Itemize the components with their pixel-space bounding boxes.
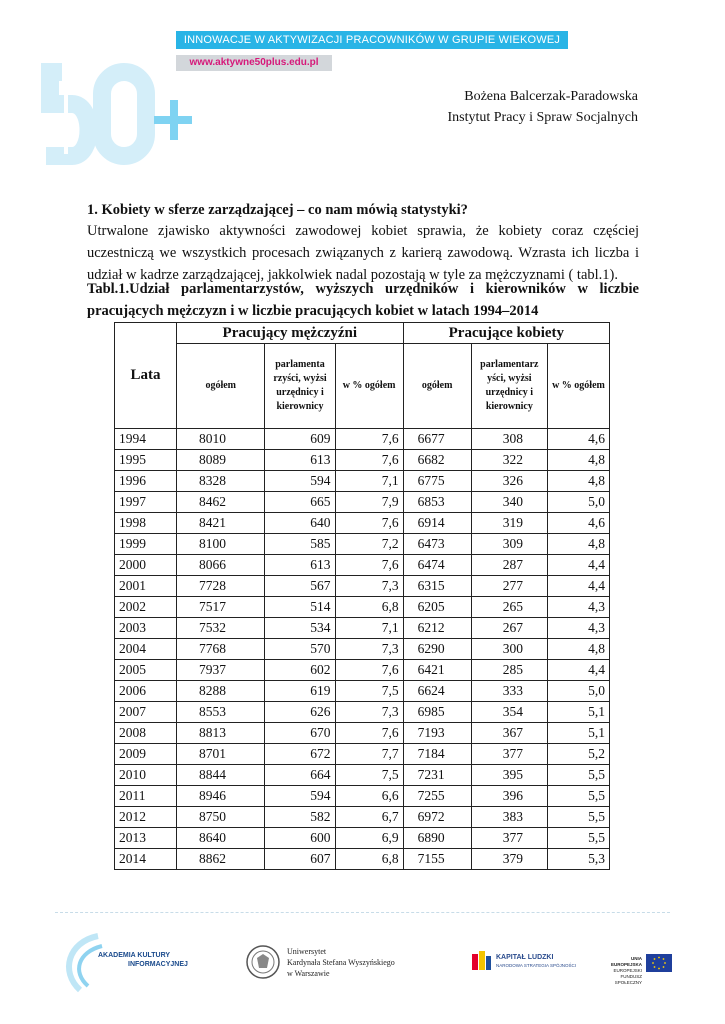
table-row	[115, 702, 610, 723]
cell-women-percent: 5,3	[547, 849, 609, 870]
table-row	[115, 849, 610, 870]
cell-year: 2011	[115, 786, 177, 807]
cell-women-total: 6421	[403, 660, 471, 681]
cell-women-total: 7231	[403, 765, 471, 786]
cell-men-percent: 7,6	[335, 723, 403, 744]
cell-women-total: 6775	[403, 471, 471, 492]
cell-women-percent: 5,1	[547, 723, 609, 744]
cell-women-total: 6212	[403, 618, 471, 639]
footer-separator	[55, 912, 670, 913]
cell-women-total: 7193	[403, 723, 471, 744]
table-row	[115, 660, 610, 681]
cell-women-percent: 5,2	[547, 744, 609, 765]
cell-year: 1999	[115, 534, 177, 555]
cell-men-managers: 514	[265, 597, 335, 618]
eu-flag-icon	[646, 954, 672, 972]
cell-men-total: 8862	[177, 849, 265, 870]
cell-men-managers: 613	[265, 555, 335, 576]
website-url[interactable]: www.aktywne50plus.edu.pl	[176, 55, 332, 71]
cell-year: 2003	[115, 618, 177, 639]
cell-women-total: 6315	[403, 576, 471, 597]
cell-men-managers: 585	[265, 534, 335, 555]
cell-women-percent: 4,4	[547, 576, 609, 597]
table-row	[115, 492, 610, 513]
cell-women-percent: 5,0	[547, 681, 609, 702]
cell-men-total: 7768	[177, 639, 265, 660]
cell-women-percent: 4,8	[547, 471, 609, 492]
cell-women-total: 6853	[403, 492, 471, 513]
cell-year: 2010	[115, 765, 177, 786]
cell-men-total: 8844	[177, 765, 265, 786]
subheader-men-managers: parlamenta rzyści, wyżsi urzędnicy i kierownicy	[265, 344, 335, 429]
cell-women-percent: 4,8	[547, 534, 609, 555]
table-row	[115, 786, 610, 807]
header-men: Pracujący mężczyźni	[177, 323, 404, 344]
cell-men-managers: 594	[265, 786, 335, 807]
cell-women-managers: 277	[471, 576, 547, 597]
cell-men-managers: 607	[265, 849, 335, 870]
cell-women-total: 6890	[403, 828, 471, 849]
cell-men-percent: 7,6	[335, 450, 403, 471]
cell-men-percent: 6,8	[335, 849, 403, 870]
table-row	[115, 765, 610, 786]
table-caption: Tabl.1.Udział parlamentarzystów, wyższych urzędników i kierowników w liczbie pracujących mężczyzn i w liczbie pracujących kobiet w latach 1994–2014	[87, 281, 639, 319]
cell-women-total: 6677	[403, 429, 471, 450]
cell-year: 2009	[115, 744, 177, 765]
akademia-line1: AKADEMIA KULTURY	[98, 952, 171, 959]
cell-men-managers: 582	[265, 807, 335, 828]
cell-men-percent: 7,6	[335, 660, 403, 681]
cell-women-managers: 396	[471, 786, 547, 807]
cell-year: 1998	[115, 513, 177, 534]
cell-year: 2004	[115, 639, 177, 660]
cell-women-total: 6205	[403, 597, 471, 618]
cell-men-percent: 7,6	[335, 555, 403, 576]
ue-line2: EUROPEJSKI FUNDUSZ	[613, 968, 642, 979]
cell-men-total: 8813	[177, 723, 265, 744]
cell-men-total: 7937	[177, 660, 265, 681]
table-row	[115, 471, 610, 492]
cell-men-total: 7532	[177, 618, 265, 639]
cell-men-percent: 6,8	[335, 597, 403, 618]
cell-men-percent: 7,5	[335, 681, 403, 702]
cell-women-managers: 308	[471, 429, 547, 450]
cell-women-percent: 5,5	[547, 765, 609, 786]
cell-men-managers: 570	[265, 639, 335, 660]
cell-men-managers: 600	[265, 828, 335, 849]
university-seal-icon	[245, 944, 281, 980]
cell-men-total: 8701	[177, 744, 265, 765]
table-body	[115, 429, 610, 870]
cell-men-percent: 7,6	[335, 513, 403, 534]
cell-men-total: 8750	[177, 807, 265, 828]
cell-women-percent: 5,5	[547, 786, 609, 807]
cell-women-percent: 5,5	[547, 807, 609, 828]
university-logo	[245, 944, 415, 984]
subheader-women-total: ogółem	[403, 344, 471, 429]
cell-women-total: 6624	[403, 681, 471, 702]
table-row	[115, 807, 610, 828]
cell-men-total: 8089	[177, 450, 265, 471]
cell-men-percent: 7,6	[335, 429, 403, 450]
cell-men-total: 8421	[177, 513, 265, 534]
cell-men-total: 7728	[177, 576, 265, 597]
kapital-ludzki-logo	[470, 950, 580, 976]
cell-men-managers: 594	[265, 471, 335, 492]
table-row	[115, 744, 610, 765]
table-row	[115, 639, 610, 660]
cell-women-total: 6914	[403, 513, 471, 534]
cell-women-total: 6985	[403, 702, 471, 723]
fifty-plus-logo	[32, 44, 192, 194]
akademia-logo	[58, 932, 218, 994]
cell-men-percent: 7,3	[335, 576, 403, 597]
cell-year: 2001	[115, 576, 177, 597]
cell-women-percent: 4,3	[547, 618, 609, 639]
kapital-ludzki-icon	[470, 950, 492, 972]
university-line1: Uniwersytet	[287, 947, 327, 956]
cell-men-total: 8462	[177, 492, 265, 513]
cell-women-managers: 319	[471, 513, 547, 534]
cell-women-total: 7184	[403, 744, 471, 765]
cell-men-percent: 7,9	[335, 492, 403, 513]
cell-women-percent: 4,8	[547, 450, 609, 471]
author-block	[447, 86, 638, 128]
university-line2: Kardynała Stefana Wyszyńskiego	[287, 958, 395, 967]
table-row	[115, 534, 610, 555]
cell-women-managers: 309	[471, 534, 547, 555]
cell-men-total: 8288	[177, 681, 265, 702]
cell-women-percent: 4,6	[547, 513, 609, 534]
ue-line3: SPOŁECZNY	[614, 980, 642, 985]
cell-women-total: 7155	[403, 849, 471, 870]
cell-year: 2007	[115, 702, 177, 723]
cell-women-managers: 333	[471, 681, 547, 702]
cell-year: 1995	[115, 450, 177, 471]
cell-women-managers: 377	[471, 744, 547, 765]
section-title: 1. Kobiety w sferze zarządzającej – co nam mówią statystyki?	[87, 202, 468, 218]
cell-women-total: 6473	[403, 534, 471, 555]
cell-women-managers: 322	[471, 450, 547, 471]
cell-women-total: 6290	[403, 639, 471, 660]
cell-men-total: 8946	[177, 786, 265, 807]
cell-year: 2012	[115, 807, 177, 828]
cell-women-percent: 5,5	[547, 828, 609, 849]
cell-men-percent: 7,5	[335, 765, 403, 786]
table-row	[115, 681, 610, 702]
cell-women-managers: 326	[471, 471, 547, 492]
cell-men-total: 8553	[177, 702, 265, 723]
cell-men-total: 8100	[177, 534, 265, 555]
cell-year: 1997	[115, 492, 177, 513]
header-women: Pracujące kobiety	[403, 323, 609, 344]
cell-men-managers: 602	[265, 660, 335, 681]
cell-women-managers: 300	[471, 639, 547, 660]
cell-men-percent: 7,1	[335, 471, 403, 492]
table-row	[115, 723, 610, 744]
cell-women-managers: 395	[471, 765, 547, 786]
cell-men-total: 8066	[177, 555, 265, 576]
cell-women-managers: 265	[471, 597, 547, 618]
kapital-title: KAPITAŁ LUDZKI	[496, 954, 554, 961]
cell-year: 2002	[115, 597, 177, 618]
cell-women-managers: 267	[471, 618, 547, 639]
cell-men-managers: 640	[265, 513, 335, 534]
cell-men-percent: 6,7	[335, 807, 403, 828]
cell-year: 1994	[115, 429, 177, 450]
cell-women-managers: 285	[471, 660, 547, 681]
cell-women-percent: 4,8	[547, 639, 609, 660]
cell-men-managers: 672	[265, 744, 335, 765]
cell-women-percent: 5,0	[547, 492, 609, 513]
cell-year: 1996	[115, 471, 177, 492]
header-banner: INNOWACJE W AKTYWIZACJI PRACOWNIKÓW W GRUPIE WIEKOWEJ 50+	[176, 31, 568, 49]
cell-men-percent: 7,1	[335, 618, 403, 639]
table-row	[115, 450, 610, 471]
cell-year: 2000	[115, 555, 177, 576]
subheader-women-percent: w % ogółem	[547, 344, 609, 429]
table-row	[115, 618, 610, 639]
subheader-women-managers: parlamentarz yści, wyżsi urzędnicy i kierownicy	[471, 344, 547, 429]
data-table	[114, 322, 610, 870]
kapital-subtitle: NARODOWA STRATEGIA SPÓJNOŚCI	[496, 963, 577, 968]
cell-women-total: 7255	[403, 786, 471, 807]
cell-men-percent: 7,2	[335, 534, 403, 555]
cell-women-managers: 287	[471, 555, 547, 576]
cell-men-managers: 626	[265, 702, 335, 723]
cell-men-total: 7517	[177, 597, 265, 618]
table-row	[115, 597, 610, 618]
cell-women-managers: 340	[471, 492, 547, 513]
cell-men-managers: 665	[265, 492, 335, 513]
cell-year: 2006	[115, 681, 177, 702]
cell-year: 2005	[115, 660, 177, 681]
cell-women-percent: 4,4	[547, 555, 609, 576]
university-line3: w Warszawie	[287, 969, 330, 978]
subheader-men-percent: w % ogółem	[335, 344, 403, 429]
cell-men-managers: 619	[265, 681, 335, 702]
cell-women-managers: 377	[471, 828, 547, 849]
cell-women-managers: 383	[471, 807, 547, 828]
table-row	[115, 576, 610, 597]
cell-women-percent: 4,6	[547, 429, 609, 450]
subheader-men-total: ogółem	[177, 344, 265, 429]
author-institution: Instytut Pracy i Spraw Socjalnych	[447, 110, 638, 125]
cell-men-percent: 7,3	[335, 702, 403, 723]
akademia-swirl-icon	[58, 932, 108, 994]
cell-women-percent: 4,4	[547, 660, 609, 681]
cell-men-managers: 534	[265, 618, 335, 639]
cell-men-total: 8328	[177, 471, 265, 492]
cell-women-total: 6682	[403, 450, 471, 471]
cell-women-total: 6474	[403, 555, 471, 576]
cell-women-managers: 379	[471, 849, 547, 870]
cell-men-managers: 613	[265, 450, 335, 471]
cell-men-percent: 6,9	[335, 828, 403, 849]
header-year: Lata	[115, 323, 177, 429]
cell-men-managers: 670	[265, 723, 335, 744]
cell-men-managers: 664	[265, 765, 335, 786]
cell-year: 2014	[115, 849, 177, 870]
cell-men-percent: 7,7	[335, 744, 403, 765]
ue-line1: UNIA EUROPEJSKA	[610, 956, 642, 967]
cell-men-total: 8640	[177, 828, 265, 849]
cell-women-managers: 354	[471, 702, 547, 723]
cell-women-percent: 4,3	[547, 597, 609, 618]
cell-men-total: 8010	[177, 429, 265, 450]
ue-logo	[600, 952, 675, 985]
table-row	[115, 513, 610, 534]
cell-men-managers: 567	[265, 576, 335, 597]
body-paragraph: Utrwalone zjawisko aktywności zawodowej kobiet sprawia, że kobiety coraz częściej uczestniczą we wszystkich procesach związanych z karierą zawodową. Wzrasta ich liczba i udział w kadrze zarządzającej, jakkolwiek nadal pozostają w tyle za mężczyznami ( tabl.1).	[87, 223, 639, 283]
author-name: Bożena Balcerzak-Paradowska	[464, 89, 638, 104]
cell-year: 2013	[115, 828, 177, 849]
cell-men-managers: 609	[265, 429, 335, 450]
table-row	[115, 429, 610, 450]
cell-year: 2008	[115, 723, 177, 744]
cell-men-percent: 7,3	[335, 639, 403, 660]
table-row	[115, 555, 610, 576]
cell-men-percent: 6,6	[335, 786, 403, 807]
cell-women-percent: 5,1	[547, 702, 609, 723]
table-row	[115, 828, 610, 849]
cell-women-total: 6972	[403, 807, 471, 828]
cell-women-managers: 367	[471, 723, 547, 744]
akademia-line2: INFORMACYJNEJ	[128, 961, 188, 968]
